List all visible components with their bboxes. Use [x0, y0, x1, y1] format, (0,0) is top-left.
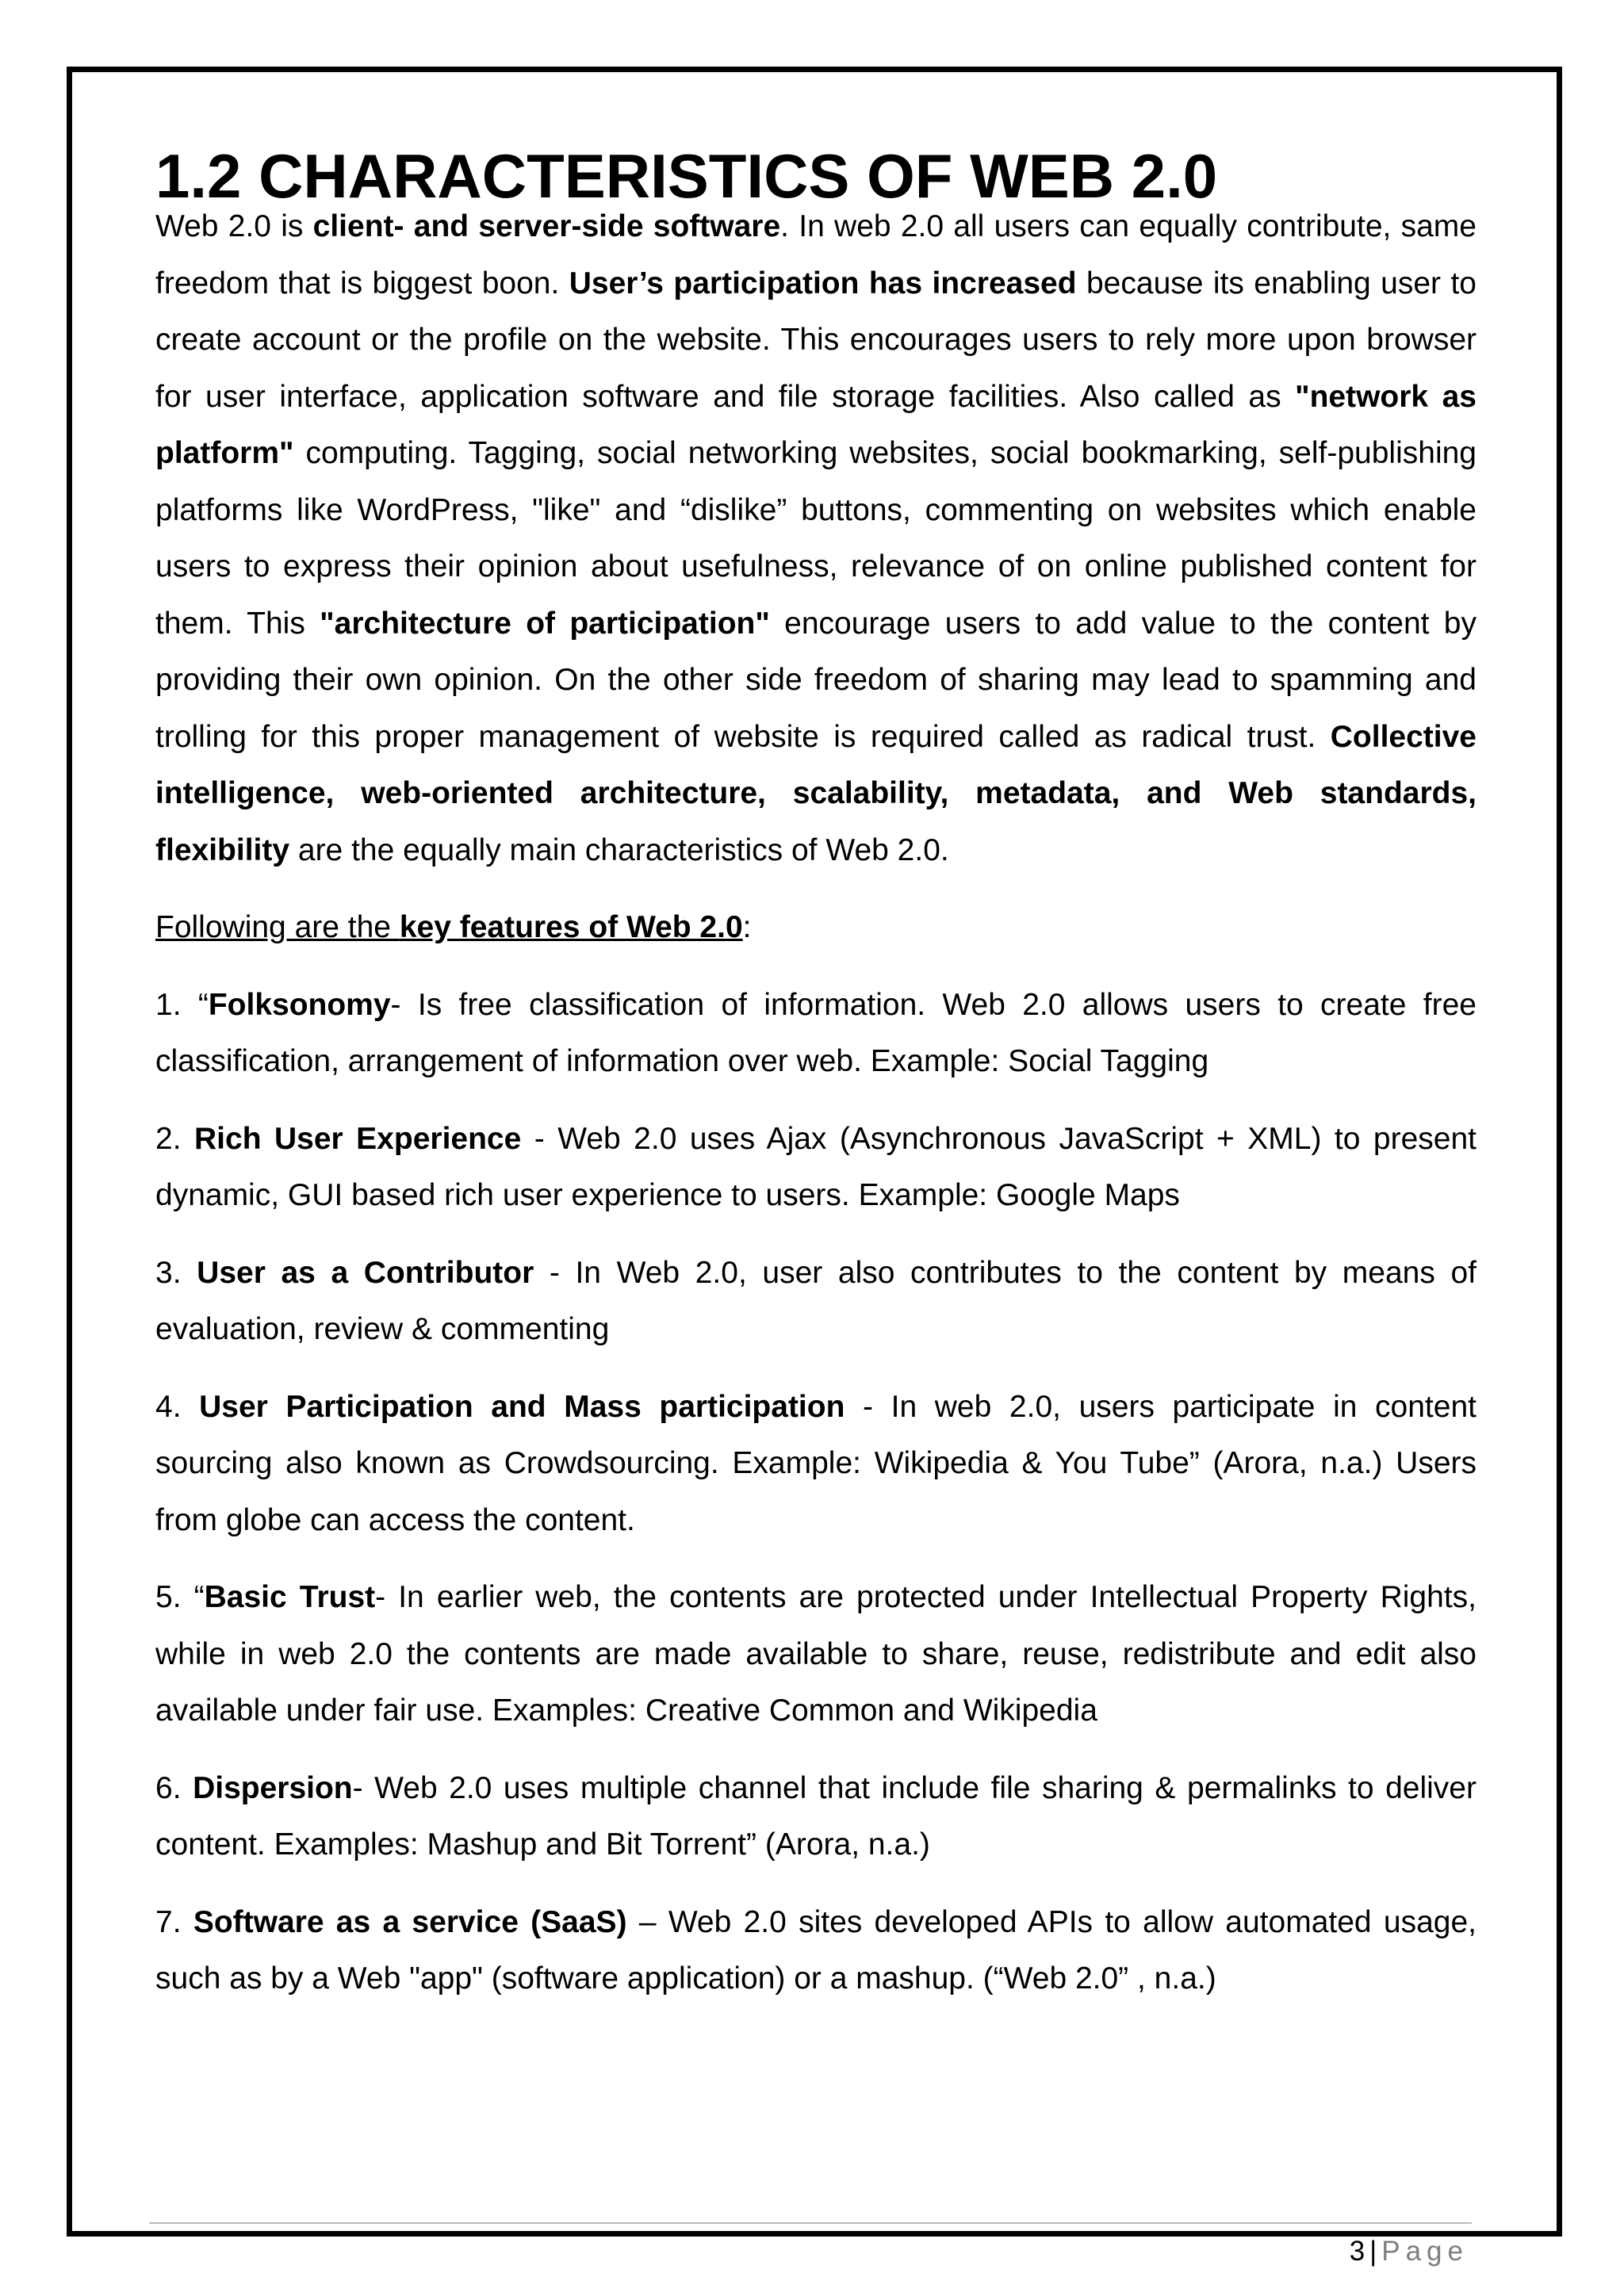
feature-title: Software as a service (SaaS): [193, 1904, 627, 1939]
feature-title: User Participation and Mass participation: [199, 1389, 845, 1424]
feature-text: - In Web 2.0, user also contributes to the content by means of evaluation, review & commenting: [155, 1255, 1477, 1346]
feature-text: - In earlier web, the contents are protected under Intellectual Property Rights, while in web 2.0 the contents are made available to share, reuse, redistribute and edit also available under fair use. Examples: Creative Common and Wikipedia: [155, 1580, 1477, 1728]
page-content: [155, 141, 1477, 2007]
feature-title: Basic Trust: [204, 1580, 376, 1614]
intro-bold-2: User’s participation has increased: [569, 266, 1077, 300]
intro-text-3: because its enabling user to create account or the profile on the website. This encourages users to rely more upon browser for user interface, application software and file storage facilities. Also called as: [155, 266, 1477, 414]
feature-item-dispersion: [155, 1760, 1477, 1873]
feature-item-folksonomy: [155, 977, 1477, 1090]
features-intro: [155, 899, 1477, 956]
feature-prefix: 4.: [155, 1389, 200, 1424]
intro-text-6: are the equally main characteristics of Web 2.0.: [289, 832, 949, 867]
features-intro-text: Following are the: [155, 910, 400, 944]
section-heading: 1.2 CHARACTERISTICS OF WEB 2.0: [155, 141, 1218, 211]
intro-text-2: . In web 2.0 all users can equally contribute, same freedom that is biggest boon.: [155, 209, 1477, 300]
feature-title: Dispersion: [193, 1770, 353, 1805]
feature-title: Rich User Experience: [194, 1121, 522, 1156]
feature-prefix: 7.: [155, 1904, 193, 1939]
intro-bold-1: client- and server-side software: [312, 209, 781, 243]
footer-rule: [149, 2222, 1472, 2224]
feature-text: - In web 2.0, users participate in content sourcing also known as Crowdsourcing. Example: Wikipedia & You Tube” (Arora, n.a.) Users from globe can access the content.: [155, 1389, 1477, 1537]
page-number: 3: [1349, 2236, 1365, 2267]
feature-text: - Web 2.0 uses Ajax (Asynchronous JavaScript + XML) to present dynamic, GUI based rich user experience to users. Example: Google Maps: [155, 1121, 1477, 1212]
feature-item-basic-trust: [155, 1569, 1477, 1739]
features-intro-bold: key features of Web 2.0: [399, 910, 743, 944]
feature-text: - Web 2.0 uses multiple channel that include file sharing & permalinks to deliver content. Examples: Mashup and Bit Torrent” (Arora, n.a.): [155, 1770, 1477, 1862]
intro-text-1: Web 2.0 is: [155, 209, 313, 243]
footer-separator: |: [1369, 2236, 1377, 2267]
feature-prefix: 2.: [155, 1121, 194, 1156]
feature-title: Folksonomy: [208, 987, 391, 1022]
page-label: Page: [1381, 2236, 1469, 2267]
intro-text-4: computing. Tagging, social networking websites, social bookmarking, self-publishing platforms like WordPress, "like" and “dislike” buttons, commenting on websites which enable users to express their opinion about usefulness, relevance of on online published content for them. This: [155, 436, 1477, 641]
intro-bold-4: "architecture of participation": [320, 606, 770, 641]
feature-item-rich-user-experience: [155, 1111, 1477, 1224]
feature-text: – Web 2.0 sites developed APIs to allow automated usage, such as by a Web "app" (software application) or a mashup. (“Web 2.0” , n.a.): [155, 1904, 1477, 1996]
feature-prefix: 3.: [155, 1255, 197, 1290]
intro-text-5: encourage users to add value to the content by providing their own opinion. On the other side freedom of sharing may lead to spamming and trolling for this proper management of website is required called as radical trust.: [155, 606, 1477, 754]
feature-prefix: 1. “: [155, 987, 209, 1022]
feature-prefix: 6.: [155, 1770, 193, 1805]
intro-bold-5: Collective intelligence, web-oriented architecture, scalability, metadata, and Web standards, flexibility: [155, 719, 1477, 867]
intro-bold-3: "network as platform": [155, 379, 1477, 470]
feature-item-user-participation: [155, 1379, 1477, 1549]
intro-paragraph: [155, 198, 1477, 878]
feature-item-saas: [155, 1894, 1477, 2007]
page-footer: [1350, 2234, 1469, 2269]
feature-text: - Is free classification of information. Web 2.0 allows users to create free classification, arrangement of information over web. Example: Social Tagging: [155, 987, 1477, 1078]
feature-item-user-as-contributor: [155, 1245, 1477, 1358]
feature-title: User as a Contributor: [197, 1255, 534, 1290]
features-intro-colon: :: [742, 910, 752, 944]
feature-prefix: 5. “: [155, 1580, 205, 1614]
